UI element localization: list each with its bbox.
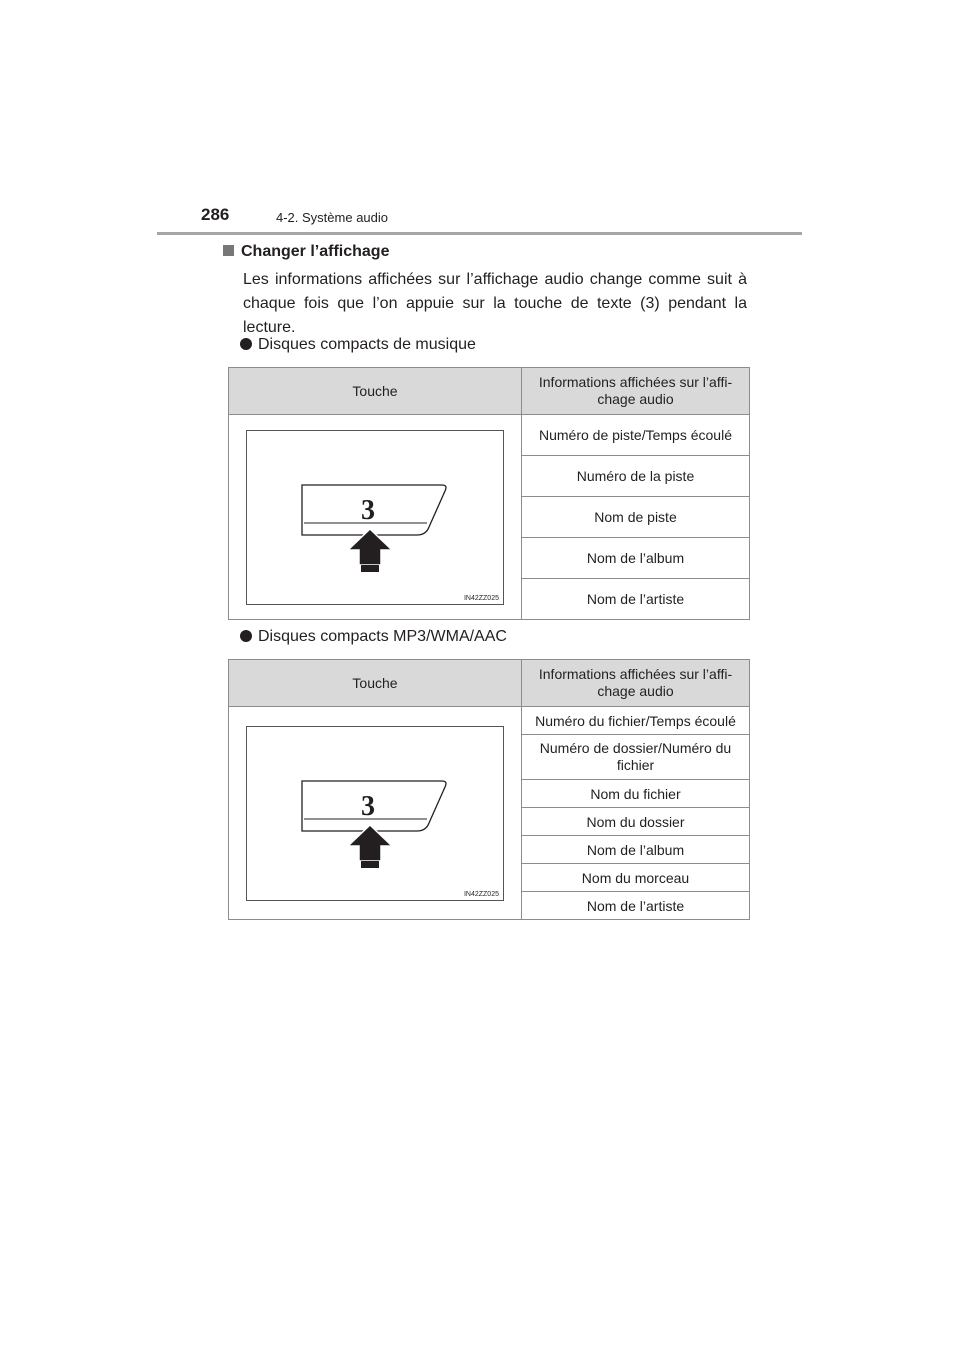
table-cell: Nom du morceau (522, 864, 750, 892)
table-cell: Nom de l’album (522, 836, 750, 864)
figure-cell (229, 415, 522, 620)
figure-code: IN42ZZ025 (463, 594, 499, 602)
table-cell: Nom du fichier (522, 780, 750, 808)
figure-cell (229, 707, 522, 920)
page-number: 286 (201, 205, 230, 224)
table-cell: Numéro du fichier/Temps écoulé (522, 707, 750, 735)
header-divider (157, 232, 802, 235)
text-button-figure (246, 726, 504, 901)
bullet-text: Disques compacts de musique (258, 336, 476, 353)
table-cell: Numéro de la piste (522, 456, 750, 497)
bullet-text: Disques compacts MP3/WMA/AAC (258, 628, 507, 645)
square-bullet-icon (223, 245, 234, 256)
bullet-dot-icon (240, 630, 252, 642)
table-cell: Numéro de piste/Temps écoulé (522, 415, 750, 456)
table-cell: Nom du dossier (522, 808, 750, 836)
display-table-music-cd (228, 367, 750, 620)
table-cell: Nom de piste (522, 497, 750, 538)
column-header-info: Informations affichées sur l’affi- chage audio (522, 368, 750, 415)
heading-text: Changer l’affichage (241, 243, 390, 260)
bullet-music-cd (240, 336, 476, 354)
column-header-info: Informations affichées sur l’affi- chage audio (522, 660, 750, 707)
display-table-mp3-cd (228, 659, 750, 920)
table-cell: Numéro de dossier/Numéro du fichier (522, 735, 750, 780)
section-heading (223, 243, 389, 261)
table-cell: Nom de l’artiste (522, 579, 750, 620)
section-title: 4-2. Système audio (276, 210, 389, 225)
button-number-label: 3 (361, 494, 375, 526)
column-header-key: Touche (229, 660, 522, 707)
column-header-key: Touche (229, 368, 522, 415)
intro-paragraph: Les informations affichées sur l’affichage audio change comme suit à chaque fois que l’on appuie sur la touche de texte (3) pendant la lecture. (243, 271, 747, 336)
table-cell: Nom de l’artiste (522, 892, 750, 920)
text-button-figure (246, 430, 504, 605)
table-cell: Nom de l’album (522, 538, 750, 579)
figure-code: IN42ZZ025 (463, 890, 499, 898)
bullet-dot-icon (240, 338, 252, 350)
text-button-illustration (247, 431, 503, 604)
bullet-mp3-cd (240, 628, 507, 646)
text-button-illustration (247, 727, 503, 900)
button-number-label: 3 (361, 790, 375, 822)
